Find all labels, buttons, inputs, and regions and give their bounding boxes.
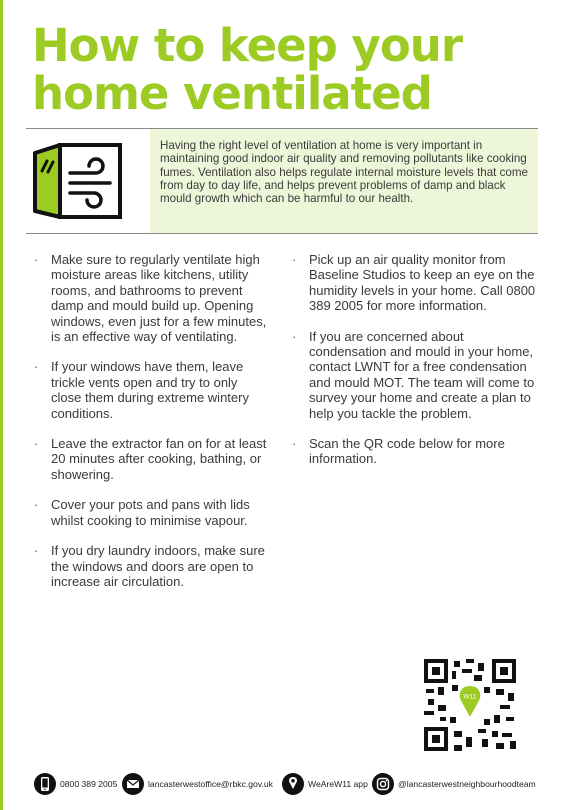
instagram-icon — [372, 773, 394, 795]
page-title-line-1: How to keep your — [32, 19, 463, 72]
footer-email-text: lancasterwestoffice@rbkc.gov.uk — [148, 779, 273, 789]
bullet: · — [292, 328, 297, 344]
footer-instagram-text: @lancasterwestneighbourhoodteam — [398, 779, 536, 789]
list-item — [34, 359, 270, 421]
footer-app-text: WeAreW11 app — [308, 779, 368, 789]
page-title-line-2: home ventilated — [32, 67, 432, 120]
bullet: · — [292, 252, 297, 267]
tip-text: Cover your pots and pans with lids whilst cooking to minimise vapour. — [51, 497, 250, 528]
footer-contacts — [34, 772, 554, 796]
bullet: · — [34, 497, 39, 513]
qr-code-icon[interactable] — [424, 659, 516, 751]
location-pin-icon — [282, 773, 304, 795]
bullet: · — [292, 436, 297, 452]
list-item — [292, 329, 536, 421]
footer-instagram[interactable] — [372, 772, 536, 796]
footer-phone-text: 0800 389 2005 — [60, 779, 118, 789]
tip-text: If you dry laundry indoors, make sure the windows and doors are open to increase air circulation. — [51, 543, 265, 589]
tip-text: If you are concerned about condensation and mould in your home, contact LWNT for a free condensation and mould MOT. The team will come to survey your home and create a plan to help you tackle the problem. — [309, 328, 535, 421]
bullet: · — [34, 252, 39, 267]
tip-text: Make sure to regularly ventilate high moisture areas like kitchens, utility rooms, and bathrooms to prevent damp and mould build up. Opening windows, even just for a few minutes, is an effective way of ventilating. — [51, 252, 267, 345]
list-item — [292, 252, 536, 314]
ventilated-window-icon — [30, 137, 128, 221]
footer-email[interactable] — [122, 772, 273, 796]
bullet: · — [34, 436, 39, 452]
list-item — [34, 252, 270, 344]
tip-text: If your windows have them, leave trickle vents open and try to only close them during extreme wintery conditions. — [51, 359, 249, 421]
qr-badge-label: W11 — [463, 693, 477, 701]
list-item — [292, 436, 536, 467]
tip-text: Leave the extractor fan on for at least 20 minutes after cooking, bathing, or showering. — [51, 436, 267, 482]
bullet: · — [34, 359, 39, 375]
list-item — [34, 543, 270, 589]
list-item — [34, 436, 270, 482]
tip-text: Pick up an air quality monitor from Baseline Studios to keep an eye on the humidity levels in your home. Call 0800 389 2005 for more information. — [309, 252, 536, 314]
list-item — [34, 497, 270, 528]
page-title — [32, 19, 552, 120]
tips-list-right — [292, 252, 536, 482]
intro-section — [26, 128, 538, 234]
email-icon — [122, 773, 144, 795]
intro-text: Having the right level of ventilation at home is very important in maintaining good indoor air quality and removing pollutants like cooking fumes. Ventilation also helps regulate internal moisture levels that come from day to day life, and helps prevent problems of damp and black mould growth which can be harmful to our health. — [150, 129, 538, 233]
bullet: · — [34, 543, 39, 559]
footer-app[interactable] — [282, 772, 368, 796]
page-edge-bar — [0, 0, 3, 810]
footer-phone[interactable] — [34, 772, 117, 796]
phone-icon — [34, 773, 56, 795]
tips-list-left — [34, 252, 270, 604]
tip-text: Scan the QR code below for more information. — [309, 436, 505, 467]
